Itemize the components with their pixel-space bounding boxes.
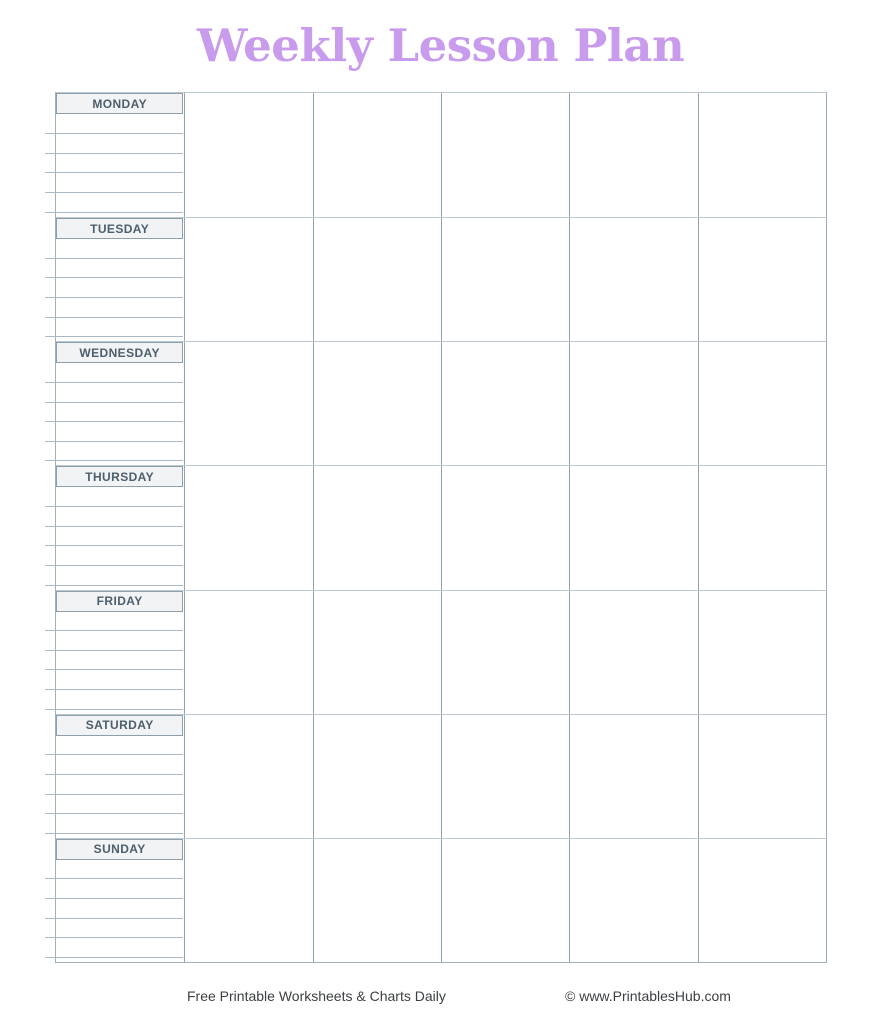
writing-line [45, 546, 183, 566]
writing-line [45, 938, 183, 958]
lesson-cell [313, 342, 441, 465]
day-header [56, 342, 183, 363]
lesson-cell [313, 466, 441, 589]
day-label-column [56, 342, 184, 465]
day-row-tuesday [56, 217, 826, 341]
day-label-column [56, 466, 184, 589]
day-label: SUNDAY [93, 842, 146, 857]
writing-line [45, 879, 183, 899]
writing-line [45, 383, 183, 403]
lesson-cell [441, 591, 569, 714]
lesson-cell [569, 591, 697, 714]
writing-line [45, 154, 183, 174]
lesson-cell [441, 839, 569, 962]
writing-line [45, 919, 183, 939]
lesson-cell [569, 342, 697, 465]
lesson-cell [184, 218, 312, 341]
day-row-saturday [56, 714, 826, 838]
writing-line [45, 318, 183, 338]
writing-line [45, 239, 183, 259]
lesson-cell [698, 839, 826, 962]
lesson-cell [313, 591, 441, 714]
writing-line [45, 507, 183, 527]
day-label-column [56, 839, 184, 962]
day-label: FRIDAY [96, 594, 143, 609]
lesson-cell [313, 218, 441, 341]
writing-line [45, 899, 183, 919]
lesson-cell [184, 839, 312, 962]
day-label-column [56, 591, 184, 714]
day-label: WEDNESDAY [79, 345, 160, 360]
writing-line [45, 134, 183, 154]
day-row-friday [56, 590, 826, 714]
lesson-cell [441, 466, 569, 589]
day-label: MONDAY [92, 96, 147, 111]
writing-line [45, 690, 183, 710]
lesson-cell [569, 218, 697, 341]
footer-tagline: Free Printable Worksheets & Charts Daily [187, 988, 446, 1004]
day-header [56, 591, 183, 612]
writing-line [45, 612, 183, 632]
day-label: SATURDAY [85, 718, 154, 733]
writing-line [45, 670, 183, 690]
lesson-cell [698, 218, 826, 341]
writing-line [45, 298, 183, 318]
day-row-sunday [56, 838, 826, 962]
day-label-column [56, 93, 184, 217]
day-label-column [56, 218, 184, 341]
footer-copyright: © www.PrintablesHub.com [565, 988, 731, 1004]
lesson-cell [569, 466, 697, 589]
lesson-cell [313, 93, 441, 217]
day-label: TUESDAY [90, 221, 150, 236]
writing-line [45, 193, 183, 213]
day-header [56, 466, 183, 487]
lesson-cell [313, 839, 441, 962]
day-label: THURSDAY [85, 469, 155, 484]
writing-line [45, 363, 183, 383]
lesson-cell [569, 93, 697, 217]
day-row-thursday [56, 465, 826, 589]
writing-line [45, 442, 183, 462]
lesson-cell [441, 93, 569, 217]
writing-line [45, 403, 183, 423]
day-header [56, 93, 183, 114]
page-title: Weekly Lesson Plan [196, 19, 685, 72]
lesson-cell [698, 466, 826, 589]
day-row-monday [56, 93, 826, 217]
lesson-cell [569, 839, 697, 962]
lesson-cell [698, 715, 826, 838]
writing-line [45, 814, 183, 834]
weekly-plan-grid [55, 92, 827, 963]
day-header [56, 218, 183, 239]
lesson-cell [441, 342, 569, 465]
writing-line [45, 736, 183, 756]
lesson-cell [184, 93, 312, 217]
lesson-cell [441, 715, 569, 838]
writing-line [45, 631, 183, 651]
writing-line [45, 795, 183, 815]
writing-line [45, 422, 183, 442]
writing-line [45, 755, 183, 775]
writing-line [45, 860, 183, 880]
day-header [56, 839, 183, 860]
writing-line [45, 487, 183, 507]
lesson-cell [184, 466, 312, 589]
writing-line [45, 651, 183, 671]
day-row-wednesday [56, 341, 826, 465]
lesson-cell [698, 591, 826, 714]
lesson-cell [184, 715, 312, 838]
writing-line [45, 114, 183, 134]
lesson-cell [184, 591, 312, 714]
writing-line [45, 259, 183, 279]
writing-line [45, 173, 183, 193]
writing-line [45, 527, 183, 547]
lesson-cell [698, 93, 826, 217]
writing-line [45, 278, 183, 298]
lesson-cell [569, 715, 697, 838]
lesson-cell [313, 715, 441, 838]
day-header [56, 715, 183, 736]
lesson-cell [184, 342, 312, 465]
lesson-cell [441, 218, 569, 341]
writing-line [45, 566, 183, 586]
lesson-cell [698, 342, 826, 465]
day-label-column [56, 715, 184, 838]
writing-line [45, 775, 183, 795]
